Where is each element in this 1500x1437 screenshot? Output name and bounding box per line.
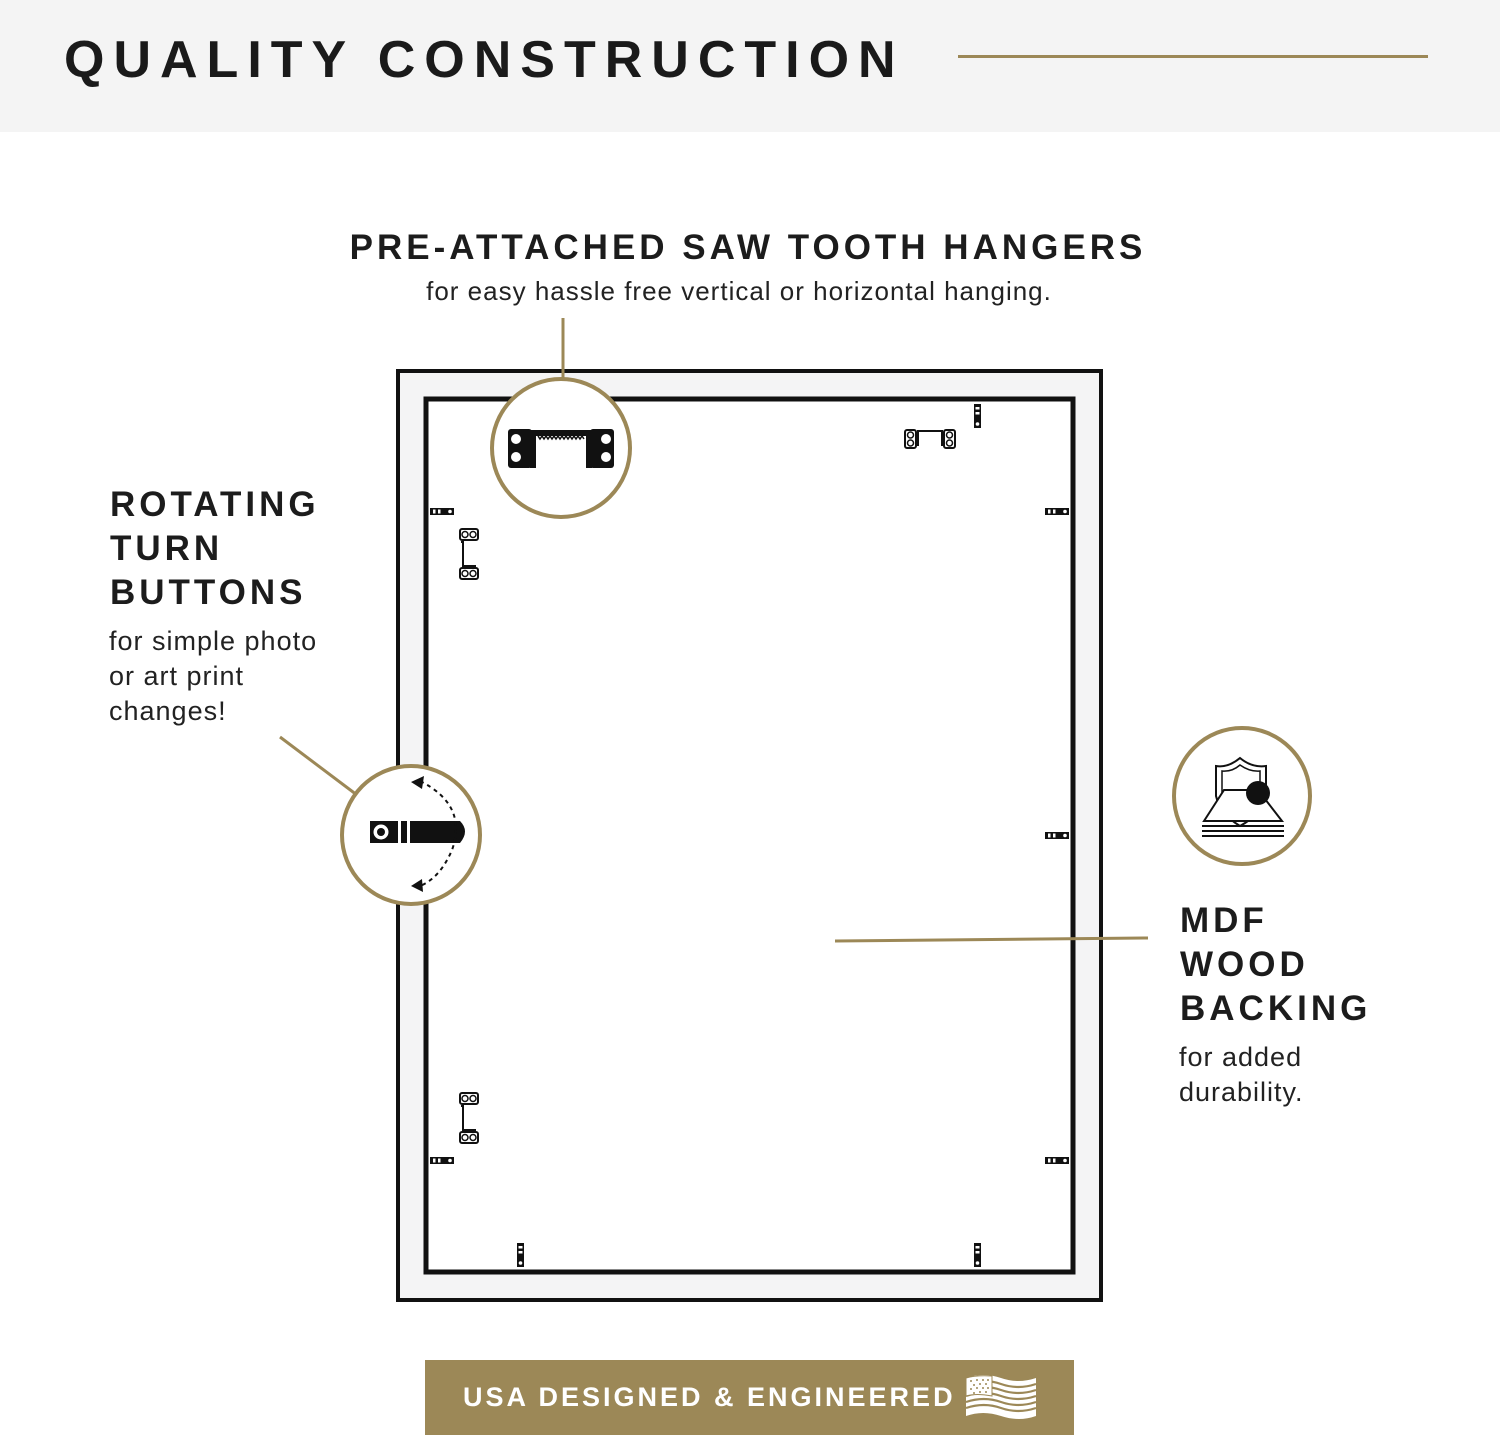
mdf-subtitle-line: for added [1179,1042,1303,1072]
usa-flag-icon [964,1372,1038,1422]
turn-buttons-title-line: ROTATING [110,485,320,524]
mdf-circle [1174,728,1310,864]
clip-icon [974,1243,981,1267]
turn-buttons-subtitle-line: changes! [109,696,227,726]
mdf-backing-board [426,399,1073,1272]
hangers-subtitle: for easy hassle free vertical or horizontal hanging. [426,276,1052,306]
clip-icon [1045,1157,1069,1164]
mdf-title-line: BACKING [1180,989,1372,1028]
footer-label: USA DESIGNED & ENGINEERED [463,1382,956,1412]
clip-icon [974,404,981,428]
turn-buttons-subtitle-line: or art print [109,661,245,691]
hanger-zoom-circle [492,379,630,517]
clip-icon [430,508,454,515]
turn-buttons-subtitle-line: for simple photo [109,626,318,656]
page-title: QUALITY CONSTRUCTION [64,31,905,89]
turn-buttons-leader-line [280,737,357,795]
clip-icon [1045,832,1069,839]
turn-button-zoom-circle [342,766,480,904]
hangers-title: PRE-ATTACHED SAW TOOTH HANGERS [349,228,1147,267]
mdf-title-line: MDF [1180,901,1268,940]
mdf-title-line: WOOD [1180,945,1309,984]
turn-buttons-title-line: TURN [110,529,224,568]
clip-icon [517,1243,524,1267]
clip-icon [430,1157,454,1164]
clip-icon [1045,508,1069,515]
turn-buttons-title-line: BUTTONS [110,573,307,612]
mdf-subtitle-line: durability. [1179,1077,1304,1107]
